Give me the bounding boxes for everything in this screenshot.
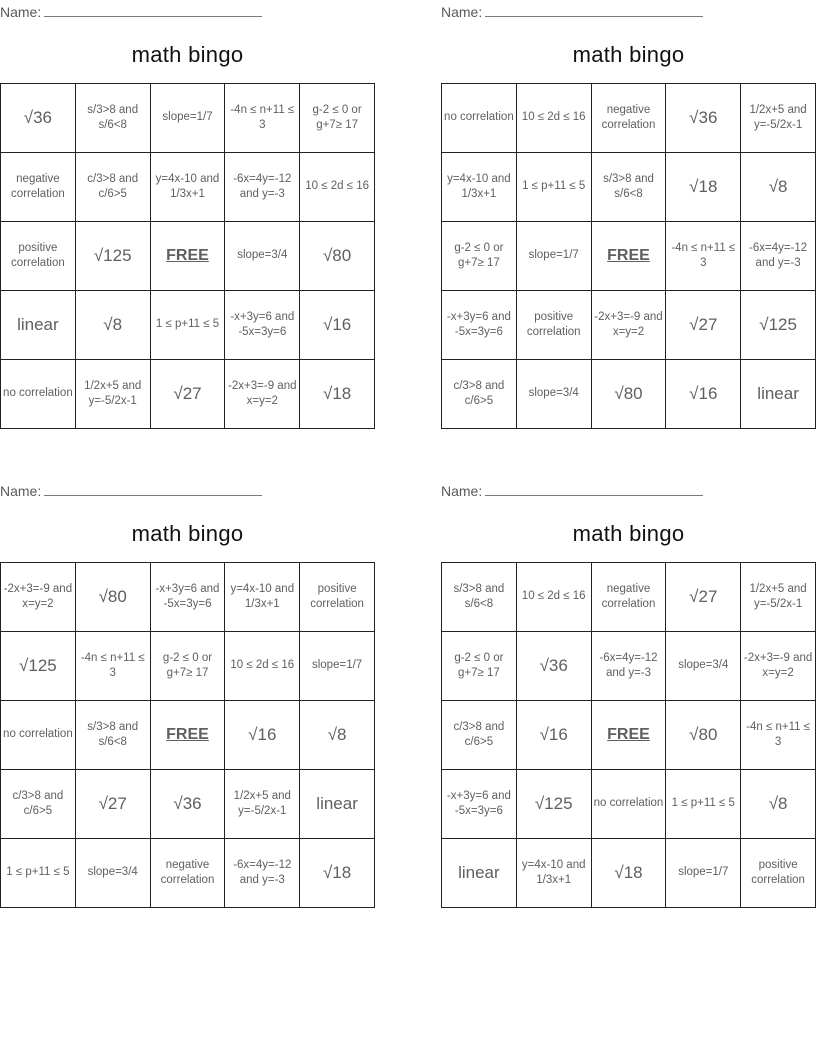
name-field[interactable] xyxy=(0,3,262,20)
bingo-cell: √8 xyxy=(741,770,816,839)
bingo-cell: -2x+3=-9 and x=y=2 xyxy=(1,563,76,632)
name-field[interactable] xyxy=(441,482,703,499)
bingo-cell: √36 xyxy=(666,84,741,153)
bingo-cell: -x+3y=6 and -5x=3y=6 xyxy=(225,291,300,360)
bingo-cell: negative correlation xyxy=(591,84,666,153)
grid-row xyxy=(1,222,375,291)
bingo-cell: √125 xyxy=(516,770,591,839)
card-title: math bingo xyxy=(131,521,244,546)
bingo-cell: -4n ≤ n+11 ≤ 3 xyxy=(225,84,300,153)
bingo-cell: slope=3/4 xyxy=(516,360,591,429)
name-underline[interactable] xyxy=(485,3,703,17)
bingo-cell: 1 ≤ p+11 ≤ 5 xyxy=(516,153,591,222)
bingo-cell: -2x+3=-9 and x=y=2 xyxy=(225,360,300,429)
bingo-cell: g-2 ≤ 0 or g+7≥ 17 xyxy=(150,632,225,701)
bingo-cell: negative correlation xyxy=(150,839,225,908)
bingo-cell: √18 xyxy=(300,360,375,429)
grid-row xyxy=(442,563,816,632)
bingo-cell: slope=1/7 xyxy=(150,84,225,153)
bingo-cell: -2x+3=-9 and x=y=2 xyxy=(591,291,666,360)
bingo-cell: no correlation xyxy=(442,84,517,153)
grid-row xyxy=(442,222,816,291)
bingo-cell: 1/2x+5 and y=-5/2x-1 xyxy=(225,770,300,839)
bingo-cell: y=4x-10 and 1/3x+1 xyxy=(150,153,225,222)
grid-row xyxy=(442,770,816,839)
bingo-card-3 xyxy=(0,479,375,909)
grid-row xyxy=(442,701,816,770)
grid-row xyxy=(1,563,375,632)
bingo-cell: positive correlation xyxy=(516,291,591,360)
bingo-cell: linear xyxy=(1,291,76,360)
bingo-cell: linear xyxy=(442,839,517,908)
bingo-cell: s/3>8 and s/6<8 xyxy=(75,84,150,153)
bingo-cell: √16 xyxy=(225,701,300,770)
bingo-cell: 10 ≤ 2d ≤ 16 xyxy=(516,563,591,632)
bingo-card-1 xyxy=(0,0,375,430)
bingo-cell: g-2 ≤ 0 or g+7≥ 17 xyxy=(442,222,517,291)
bingo-cell: c/3>8 and c/6>5 xyxy=(1,770,76,839)
bingo-cell: g-2 ≤ 0 or g+7≥ 17 xyxy=(300,84,375,153)
bingo-cell: -6x=4y=-12 and y=-3 xyxy=(225,839,300,908)
bingo-cell: positive correlation xyxy=(1,222,76,291)
bingo-cell: √80 xyxy=(300,222,375,291)
bingo-cell: no correlation xyxy=(1,701,76,770)
bingo-cell: √16 xyxy=(516,701,591,770)
grid-row xyxy=(442,153,816,222)
name-label: Name: xyxy=(441,4,483,20)
bingo-cell: slope=1/7 xyxy=(516,222,591,291)
bingo-cell: y=4x-10 and 1/3x+1 xyxy=(225,563,300,632)
bingo-cell: g-2 ≤ 0 or g+7≥ 17 xyxy=(442,632,517,701)
bingo-cell: √36 xyxy=(1,84,76,153)
bingo-card-4 xyxy=(441,479,816,909)
name-label: Name: xyxy=(0,4,42,20)
bingo-cell: √27 xyxy=(666,291,741,360)
grid-row xyxy=(1,770,375,839)
bingo-cell: no correlation xyxy=(591,770,666,839)
bingo-cell: 1 ≤ p+11 ≤ 5 xyxy=(150,291,225,360)
bingo-cell: y=4x-10 and 1/3x+1 xyxy=(442,153,517,222)
bingo-cell: √8 xyxy=(300,701,375,770)
grid-row xyxy=(1,84,375,153)
grid-row xyxy=(442,632,816,701)
bingo-cell: linear xyxy=(300,770,375,839)
grid-row xyxy=(442,360,816,429)
bingo-cell: -6x=4y=-12 and y=-3 xyxy=(591,632,666,701)
bingo-cell: 1/2x+5 and y=-5/2x-1 xyxy=(75,360,150,429)
bingo-cell: linear xyxy=(741,360,816,429)
bingo-cell: -4n ≤ n+11 ≤ 3 xyxy=(741,701,816,770)
free-space-cell: FREE xyxy=(591,222,666,291)
bingo-cell: √16 xyxy=(666,360,741,429)
bingo-cell: √18 xyxy=(666,153,741,222)
grid-row xyxy=(1,291,375,360)
bingo-cell: 1/2x+5 and y=-5/2x-1 xyxy=(741,563,816,632)
bingo-cell: -x+3y=6 and -5x=3y=6 xyxy=(442,770,517,839)
bingo-cell: √18 xyxy=(300,839,375,908)
bingo-cell: √27 xyxy=(666,563,741,632)
bingo-cell: -4n ≤ n+11 ≤ 3 xyxy=(75,632,150,701)
grid-row xyxy=(442,291,816,360)
bingo-cell: c/3>8 and c/6>5 xyxy=(75,153,150,222)
bingo-cell: positive correlation xyxy=(741,839,816,908)
card-title: math bingo xyxy=(572,521,685,546)
grid-row xyxy=(1,632,375,701)
grid-row xyxy=(1,153,375,222)
free-space-cell: FREE xyxy=(150,222,225,291)
bingo-cell: -6x=4y=-12 and y=-3 xyxy=(741,222,816,291)
card-title: math bingo xyxy=(131,42,244,67)
bingo-cell: slope=1/7 xyxy=(300,632,375,701)
grid-row xyxy=(1,839,375,908)
grid-row xyxy=(1,360,375,429)
bingo-cell: negative correlation xyxy=(591,563,666,632)
bingo-cell: √16 xyxy=(300,291,375,360)
bingo-cell: √125 xyxy=(741,291,816,360)
bingo-cell: √125 xyxy=(75,222,150,291)
bingo-cell: √27 xyxy=(150,360,225,429)
name-field[interactable] xyxy=(0,482,262,499)
bingo-cell: √125 xyxy=(1,632,76,701)
bingo-cell: √36 xyxy=(516,632,591,701)
free-space-cell: FREE xyxy=(591,701,666,770)
name-underline[interactable] xyxy=(44,3,262,17)
bingo-cell: -x+3y=6 and -5x=3y=6 xyxy=(442,291,517,360)
name-label: Name: xyxy=(441,483,483,499)
bingo-cell: slope=3/4 xyxy=(225,222,300,291)
name-label: Name: xyxy=(0,483,42,499)
bingo-cell: √80 xyxy=(666,701,741,770)
bingo-grid xyxy=(441,83,816,429)
grid-row xyxy=(1,701,375,770)
bingo-cell: -4n ≤ n+11 ≤ 3 xyxy=(666,222,741,291)
name-field[interactable] xyxy=(441,3,703,20)
bingo-cell: 1 ≤ p+11 ≤ 5 xyxy=(1,839,76,908)
bingo-cell: slope=3/4 xyxy=(666,632,741,701)
bingo-cell: s/3>8 and s/6<8 xyxy=(442,563,517,632)
bingo-cell: 1/2x+5 and y=-5/2x-1 xyxy=(741,84,816,153)
name-underline[interactable] xyxy=(485,482,703,496)
bingo-cell: y=4x-10 and 1/3x+1 xyxy=(516,839,591,908)
card-title: math bingo xyxy=(572,42,685,67)
free-space-cell: FREE xyxy=(150,701,225,770)
bingo-cell: 10 ≤ 2d ≤ 16 xyxy=(300,153,375,222)
bingo-cell: -x+3y=6 and -5x=3y=6 xyxy=(150,563,225,632)
bingo-cell: √80 xyxy=(75,563,150,632)
bingo-grid xyxy=(441,562,816,908)
bingo-cell: 10 ≤ 2d ≤ 16 xyxy=(516,84,591,153)
bingo-cell: √80 xyxy=(591,360,666,429)
bingo-cell: √36 xyxy=(150,770,225,839)
bingo-cell: √18 xyxy=(591,839,666,908)
bingo-cell: 1 ≤ p+11 ≤ 5 xyxy=(666,770,741,839)
bingo-cell: slope=1/7 xyxy=(666,839,741,908)
bingo-cell: s/3>8 and s/6<8 xyxy=(75,701,150,770)
bingo-grid xyxy=(0,83,375,429)
bingo-cell: s/3>8 and s/6<8 xyxy=(591,153,666,222)
bingo-cell: no correlation xyxy=(1,360,76,429)
grid-row xyxy=(442,84,816,153)
name-underline[interactable] xyxy=(44,482,262,496)
bingo-cell: √8 xyxy=(741,153,816,222)
bingo-cell: √27 xyxy=(75,770,150,839)
bingo-cell: negative correlation xyxy=(1,153,76,222)
bingo-card-2 xyxy=(441,0,816,430)
bingo-cell: slope=3/4 xyxy=(75,839,150,908)
bingo-grid xyxy=(0,562,375,908)
bingo-cell: √8 xyxy=(75,291,150,360)
bingo-cell: c/3>8 and c/6>5 xyxy=(442,360,517,429)
bingo-cell: 10 ≤ 2d ≤ 16 xyxy=(225,632,300,701)
grid-row xyxy=(442,839,816,908)
bingo-cell: positive correlation xyxy=(300,563,375,632)
bingo-cell: -2x+3=-9 and x=y=2 xyxy=(741,632,816,701)
bingo-cell: -6x=4y=-12 and y=-3 xyxy=(225,153,300,222)
bingo-cell: c/3>8 and c/6>5 xyxy=(442,701,517,770)
